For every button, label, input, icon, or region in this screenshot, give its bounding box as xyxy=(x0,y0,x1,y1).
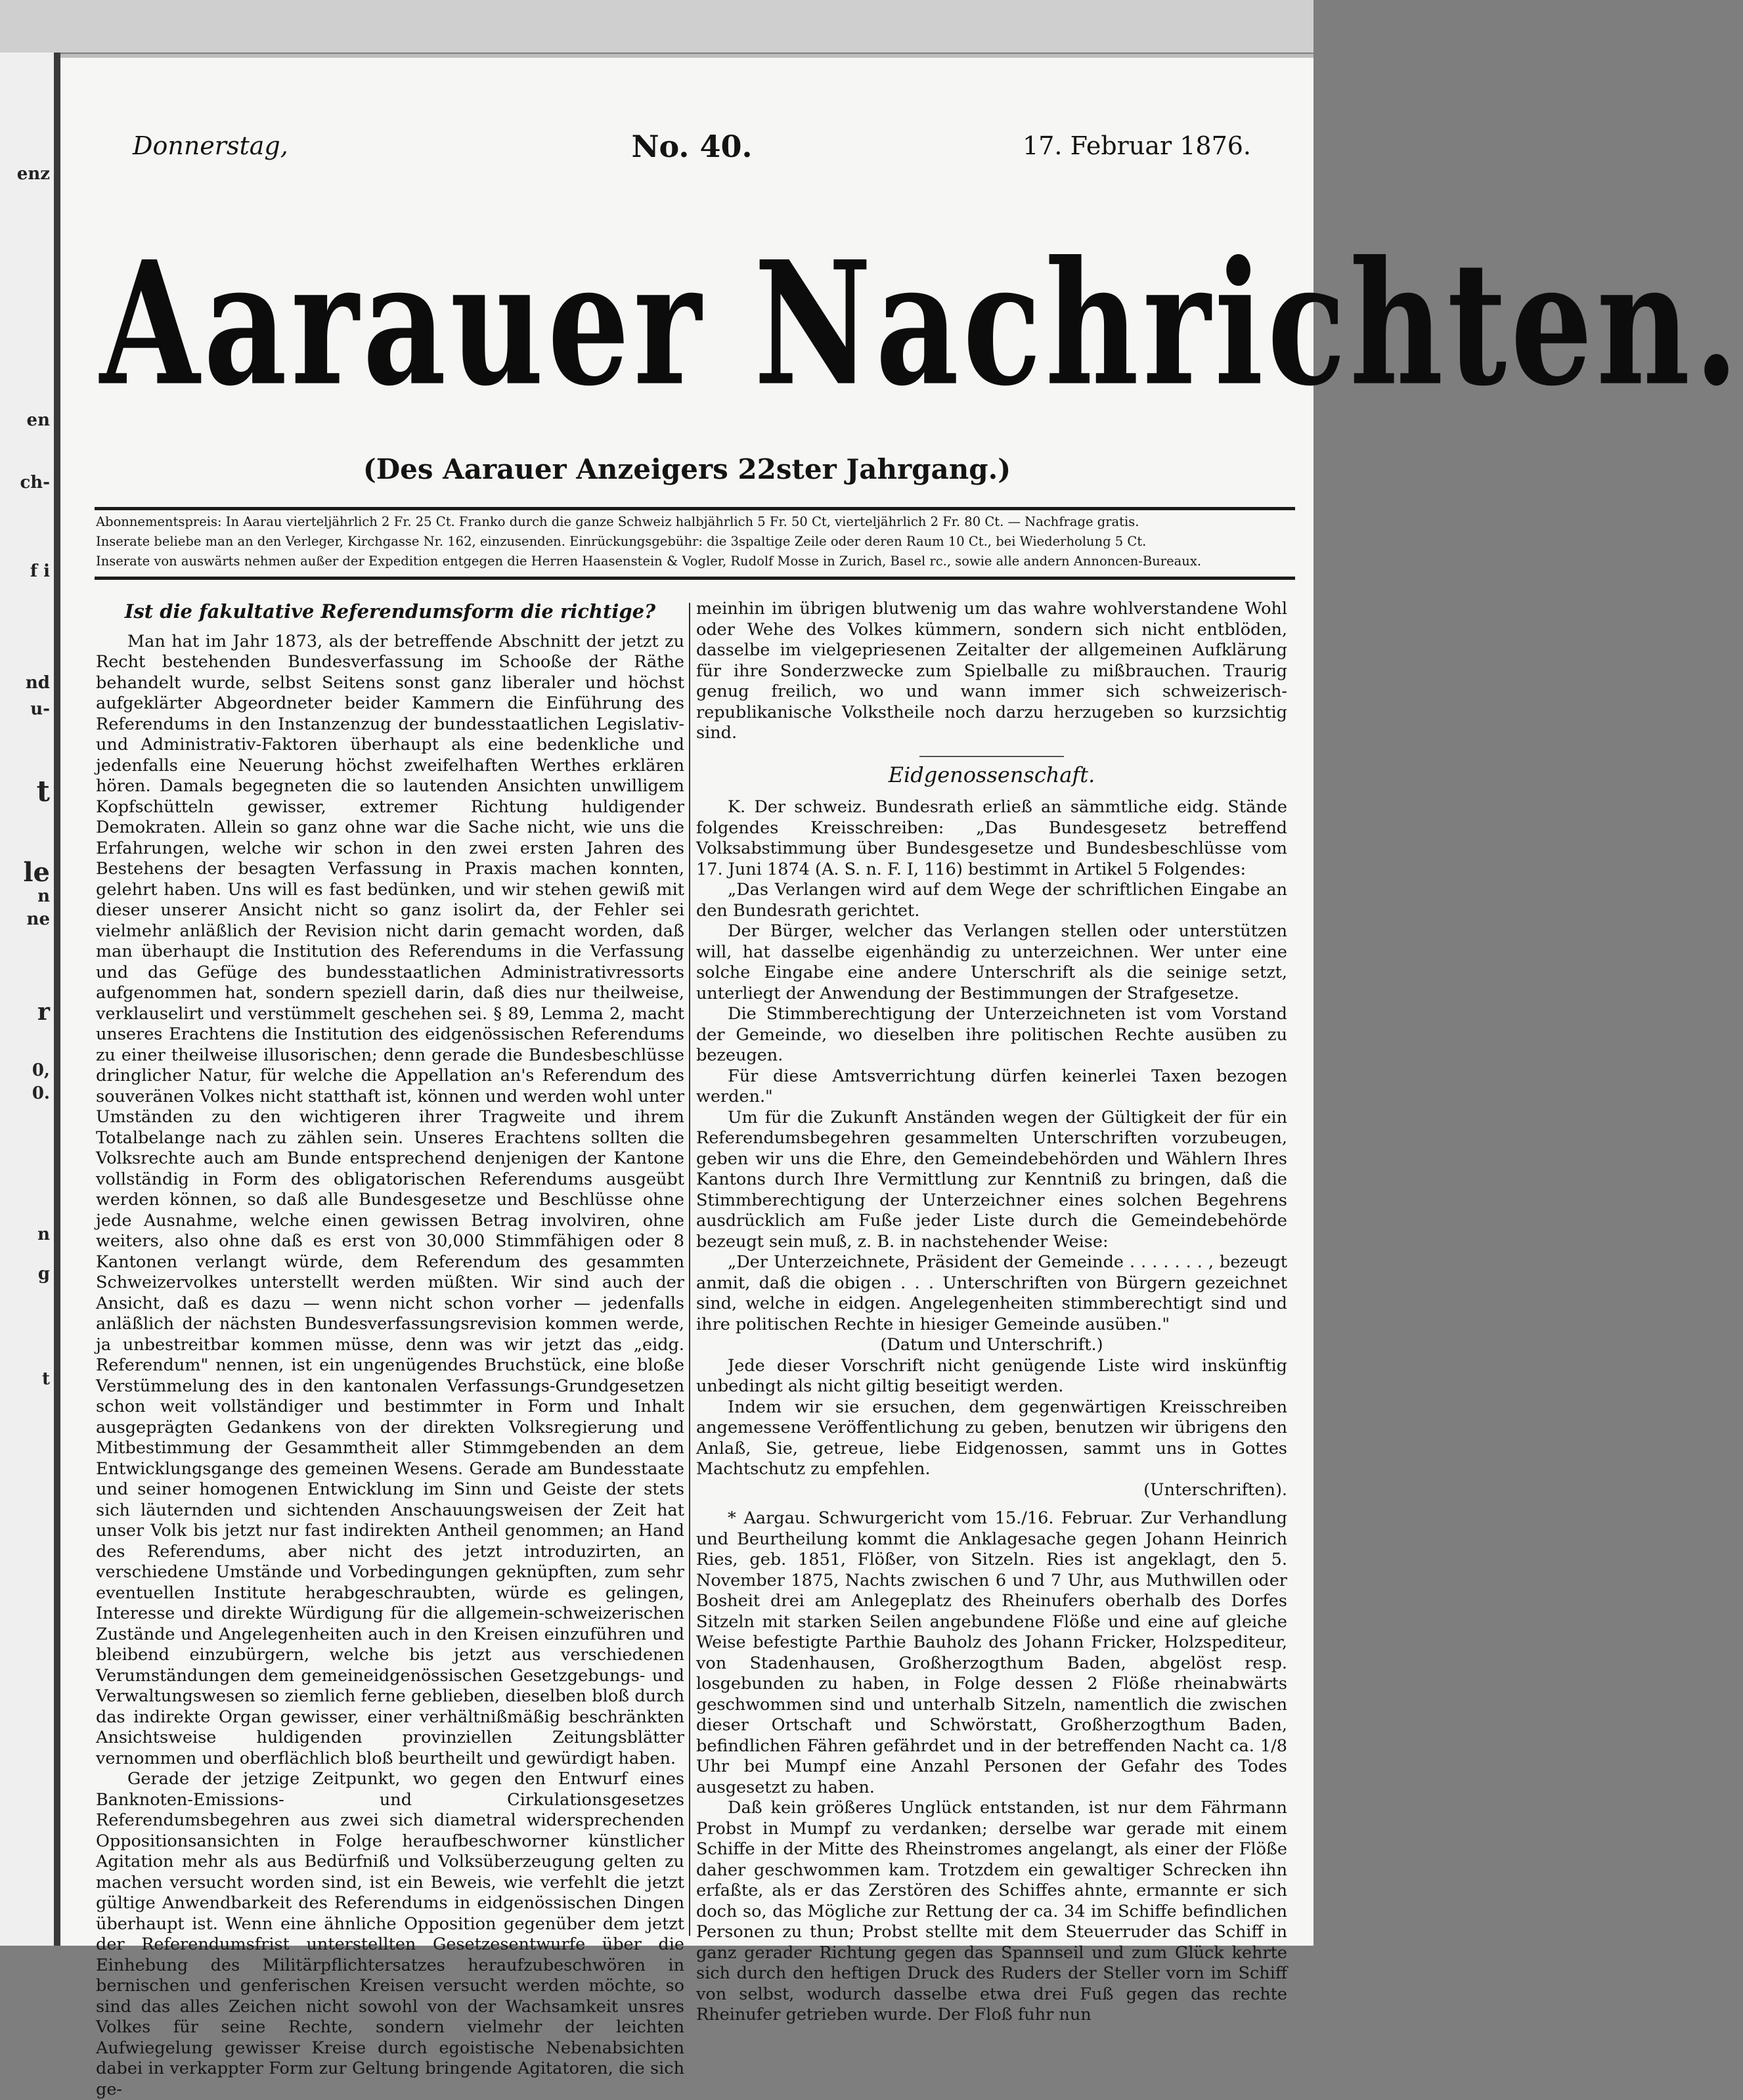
scan-top-edge xyxy=(0,0,1313,53)
margin-fragment: u- xyxy=(30,699,50,719)
article-paragraph: Jede dieser Vorschrift nicht genügende Liste wird inskünftig unbedingt als nicht giltig beseitigt werden. xyxy=(696,1355,1287,1396)
previous-page-edge xyxy=(0,53,60,1946)
issue-number: No. 40. xyxy=(631,129,753,164)
article-paragraph: Für diese Amtsverrichtung dürfen keinerlei Taxen bezogen werden." xyxy=(696,1066,1287,1106)
margin-fragment: n xyxy=(37,1225,50,1244)
margin-fragment: t xyxy=(36,775,50,808)
margin-fragment: g xyxy=(37,1264,50,1284)
datum-line: (Datum und Unterschrift.) xyxy=(880,1335,1103,1355)
article-paragraph: * Aargau. Schwurgericht vom 15./16. Februar. Zur Verhandlung und Beurtheilung kommt die Anklagesache gegen Johann Heinrich Ries, geb. 1851, Flößer, von Sitzeln. Ries ist angeklagt, den 5. November 1875, Nachts zwischen 6 und 7 Uhr, aus Muthwillen oder Bosheit drei am Anlegeplatz des Rheinufers oberhalb des Dorfes Sitzeln mit starken Seilen angebundene Flöße und eine auf gleiche Weise befestigte Parthie Bauholz des Johann Fricker, Holzspediteur, von Stadenhausen, Großherzogthum Baden, abgelöst resp. losgebunden zu haben, in Folge dessen 2 Flöße rheinabwärts geschwommen sind und unterhalb Sitzeln, namentlich die zwischen dieser Ortschaft und Schwörstatt, Großherzogthum Baden, befindlichen Fähren gefährdet und in der betreffenden Nacht ca. 1/8 Uhr bei Mumpf eine Anzahl Personen der Gefahr des Todes ausgesetzt zu haben. xyxy=(696,1508,1287,1797)
margin-fragment: ch- xyxy=(20,473,50,492)
article-paragraph: K. Der schweiz. Bundesrath erließ an sämmtliche eidg. Stände folgendes Kreisschreiben: „Das Bundesgesetz betreffend Volksabstimmung über Bundesgesetze und Bundesbeschlüsse vom 17. Juni 1874 (A. S. n. F. I, 116) bestimmt in Artikel 5 Folgendes: xyxy=(696,797,1287,879)
article-paragraph: Daß kein größeres Unglück entstanden, ist nur dem Fährmann Probst in Mumpf zu verdanken; derselbe war gerade mit einem Schiffe in der Mitte des Rheinstromes angelangt, als einer der Flöße daher geschwommen kam. Trotzdem ein gewaltiger Schrecken ihn erfaßte, als er das Zerstören des Schiffes ahnte, ermannte er sich doch so, das Mögliche zur Rettung der ca. 34 im Schiffe befindlichen Personen zu thun; Probst stellte mit dem Steuerruder das Schiff in ganz gerader Richtung gegen das Spannseil und zum Glück kehrte sich durch den heftigen Druck des Ruders der Steller vorn im Schiff von selbst, wodurch dasselbe etwa drei Fuß gegen das rechte Rheinufer getrieben wurde. Der Floß fuhr nun xyxy=(696,1798,1287,2024)
article-paragraph: Man hat im Jahr 1873, als der betreffende Abschnitt der jetzt zu Recht bestehenden Bundesverfassung im Schooße der Räthe behandelt wurde, selbst Seitens sonst ganz liberaler und höchst aufgeklärter Abgeordneter beider Kammern die Einführung des Referendums in den Instanzenzug der bundesstaatlichen Legislativ- und Administrativ-Faktoren überhaupt als eine bedenkliche und jedenfalls eine Neuerung höchst zweifelhaften Werthes erklären hören. Damals begegneten die so lautenden Ansichten unwilligem Kopfschütteln gewisser, extremer Richtung huldigender Demokraten. Allein so ganz ohne war die Sache nicht, wie uns die Erfahrungen, welche wir schon in den zwei ersten Jahren des Bestehens der besagten Verfassung in Praxis machen konnten, gelehrt haben. Uns will es fast bedünken, und wir stehen gewiß mit dieser unserer Ansicht nicht so ganz isolirt da, der Fehler sei vielmehr anläßlich der Revision nicht darin gemacht worden, daß man überhaupt die Institution des Referendums in die Verfassung und das Gefüge des bundesstaatlichen Administrativressorts aufgenommen hat, sondern speziell darin, daß dies nur theilweise, verklauselirt und verstümmelt geschehen sei. § 89, Lemma 2, macht unseres Erachtens die Institution des eidgenössischen Referendums zu einer theilweise illusorischen; denn gerade die Bundesbeschlüsse dringlicher Natur, für welche die Appellation an's Referendum des souveränen Volkes nicht statthaft ist, können und werden wohl unter Umständen zu den wichtigeren ihrer Tragweite und ihrem Totalbelange nach zu zählen sein. Unseres Erachtens sollten die Volksrechte auch am Bunde entsprechend denjenigen der Kantone vollständig in Form des obligatorischen Referendums ausgeübt werden können, so daß alle Bundesgesetze und Beschlüsse ohne jede Ausnahme, welche einen gewissen Betrag involviren, ohne weiters, also ohne daß es erst von 30,000 Stimmfähigen oder 8 Kantonen verlangt würde, dem Referendum des gesammten Schweizervolkes unterstellt werden müßten. Wir sind auch der Ansicht, daß es dazu — wenn nicht schon vorher — jedenfalls anläßlich der nächsten Bundesverfassungsrevision kommen werde, ja unbestreitbar kommen müsse, denn was wir jetzt das „eidg. Referendum" nennen, ist ein ungenügendes Bruchstück, eine bloße Verstümmelung des in den kantonalen Verfassungs-Grundgesetzen schon weit vollständiger und bestimmter in Form und Inhalt ausgeprägten Gedankens von der direkten Volksregierung und Mitbestimmung der Gesammtheit aller Stimmgebenden an dem Entwicklungsgange des gemeinen Wesens. Gerade am Bundesstaate und seiner homogenen Entwicklung im Sinn und Geiste der stets sich läuternden und sichtenden Anschauungsweisen der Zeit hat unser Volk bis jetzt nur fast indirekten Antheil genommen; an Hand des Referendums, aber nicht des jetzt introduzirten, an verschiedene Umstände und Vorbedingungen geknüpften, zum sehr eventuellen Institute herabgeschraubten, würde es gelingen, Interesse und direkte Würdigung für die allgemein-schweizerischen Zustände und Angelegenheiten auch in den Kreisen einzuführen und bleibend einzubürgern, welche bis jetzt aus verschiedenen Verumständungen dem gemeineidgenössischen Gesetzgebungs- und Verwaltungswesen so ziemlich ferne geblieben, dieselben bloß durch das indirekte Organ gewisser, einer verhältnißmäßig beschränkten Ansichtsweise huldigenden provinziellen Zeitungsblätter vernommen und oberflächlich bloß beurtheilt und gewürdigt haben. xyxy=(96,631,684,1768)
signature-line: (Unterschriften). xyxy=(1143,1479,1287,1500)
newspaper-page xyxy=(60,54,1743,2099)
margin-fragment: en xyxy=(26,410,50,430)
page-top-edge xyxy=(60,54,1313,58)
article-paragraph: Die Stimmberechtigung der Unterzeichneten ist vom Vorstand der Gemeinde, wo dieselben ihre politischen Rechte ausüben zu bezeugen. xyxy=(696,1004,1287,1065)
newspaper-subtitle: (Des Aarauer Anzeigers 22ster Jahrgang.) xyxy=(363,453,1011,485)
issue-day: Donnerstag, xyxy=(133,131,288,160)
margin-fragment: r xyxy=(37,998,50,1026)
article-paragraph: „Der Unterzeichnete, Präsident der Gemeinde . . . . . . . , bezeugt anmit, daß die obigen . . . Unterschriften von Bürgern gezeichnet sind, welche in eidgen. Angelegenheiten stimmberechtigt sind und ihre politischen Rechte in hiesiger Gemeinde ausüben." xyxy=(696,1252,1287,1334)
article-paragraph: Der Bürger, welcher das Verlangen stellen oder unterstützen will, hat dasselbe eigenhändig zu unterzeichnen. Wer unter eine solche Eingabe eine andere Unterschrift als die seinige setzt, unterliegt der Anwendung der Bestimmungen der Strafgesetze. xyxy=(696,921,1287,1003)
article-continuation: meinhin im übrigen blutwenig um das wahre wohlverstandene Wohl oder Wehe des Volkes kümmern, sondern sich nicht entblöden, dasselbe im vielgepriesenen Zeitalter der allgemeinen Aufklärung für ihre Sonderzwecke zum Spielballe zu mißbrauchen. Traurig genug freilich, wo und wann immer sich schweizerisch-republikanische Volkstheile noch darzu herzugeben so kurzsichtig sind. xyxy=(696,599,1287,743)
margin-fragment: 0. xyxy=(32,1083,50,1103)
notice-top-rule xyxy=(95,507,1295,510)
issue-date: 17. Februar 1876. xyxy=(1023,131,1251,160)
section-heading: Eidgenossenschaft. xyxy=(888,762,1095,787)
subscription-notice: Abonnementspreis: In Aarau vierteljährlich 2 Fr. 25 Ct. Franko durch die ganze Schweiz halbjährlich 5 Fr. 50 Ct, vierteljährlich 2 Fr. 80 Ct. — Nachfrage gratis. xyxy=(96,514,1139,529)
margin-fragment: ne xyxy=(26,909,50,929)
left-column xyxy=(96,599,684,2099)
dateline xyxy=(133,131,1251,171)
agencies-notice: Inserate von auswärts nehmen außer der Expedition entgegen die Herren Haasenstein & Vogler, Rudolf Mosse in Zurich, Basel rc., sowie alle andern Annoncen-Bureaux. xyxy=(96,554,1202,569)
margin-fragment: le xyxy=(23,857,50,888)
article-paragraph: Gerade der jetzige Zeitpunkt, wo gegen den Entwurf eines Banknoten-Emissions- und Cirkulationsgesetzes Referendumsbegehren aus zwei sich diametral widersprechenden Oppositionsansichten in Folge heraufbeschworner künstlicher Agitation mehr als aus Bedürfniß und Volksüberzeugung gelten zu machen versucht worden sind, ist ein Beweis, wie verfehlt die jetzt gültige Anwendbarkeit des Referendums in eidgenössischen Dingen überhaupt ist. Wenn eine ähnliche Opposition gegenüber dem jetzt der Referendumsfrist unterstellten Gesetzesentwurfe über die Einhebung des Militärpflichtersatzes heraufzubeschwören in bernischen und genferischen Kreisen versucht werden möchte, so sind das alles Zeichen nicht sowohl von der Wachsamkeit unsres Volkes für seine Rechte, sondern vielmehr der leichten Aufwiegelung gewisser Kreise durch egoistische Nebenabsichten dabei in verkappter Form zur Geltung bringende Agitatoren, die sich ge- xyxy=(96,1769,684,2099)
margin-fragment: nd xyxy=(25,673,50,693)
column-divider xyxy=(689,603,690,1936)
margin-fragment: n xyxy=(37,886,50,906)
article-paragraph: „Das Verlangen wird auf dem Wege der schriftlichen Eingabe an den Bundesrath gerichtet. xyxy=(696,880,1287,921)
section-divider xyxy=(919,756,1064,757)
margin-fragment: t xyxy=(41,1369,50,1389)
margin-fragment: f i xyxy=(30,561,50,581)
article-paragraph: Indem wir sie ersuchen, dem gegenwärtigen Kreisschreiben angemessene Veröffentlichung zu geben, benutzen wir übrigens den Anlaß, Sie, getreue, liebe Eidgenossen, sammt uns in Gottes Machtschutz zu empfehlen. xyxy=(696,1397,1287,1479)
newspaper-title: Aarauer Nachrichten. xyxy=(100,225,1743,424)
advertising-notice: Inserate beliebe man an den Verleger, Kirchgasse Nr. 162, einzusenden. Einrückungsgebühr: die 3spaltige Zeile oder deren Raum 10 Ct., bei Wiederholung 5 Ct. xyxy=(96,534,1147,549)
margin-fragment: 0, xyxy=(32,1061,50,1080)
notice-bottom-rule xyxy=(95,577,1295,580)
margin-fragment: enz xyxy=(16,164,50,184)
article-heading: Ist die fakultative Referendumsform die richtige? xyxy=(124,600,656,623)
right-column xyxy=(696,599,1287,2024)
article-paragraph: Um für die Zukunft Anständen wegen der Gültigkeit der für ein Referendumsbegehren gesammelten Unterschriften vorzubeugen, geben wir uns die Ehre, den Gemeindebehörden und Wählern Ihres Kantons durch Ihre Vermittlung zur Kenntniß zu bringen, daß die Stimmberechtigung der Unterzeichner eines solchen Begehrens ausdrücklich am Fuße jeder Liste durch die Gemeindebehörde bezeugt sein muß, z. B. in nachstehender Weise: xyxy=(696,1107,1287,1252)
